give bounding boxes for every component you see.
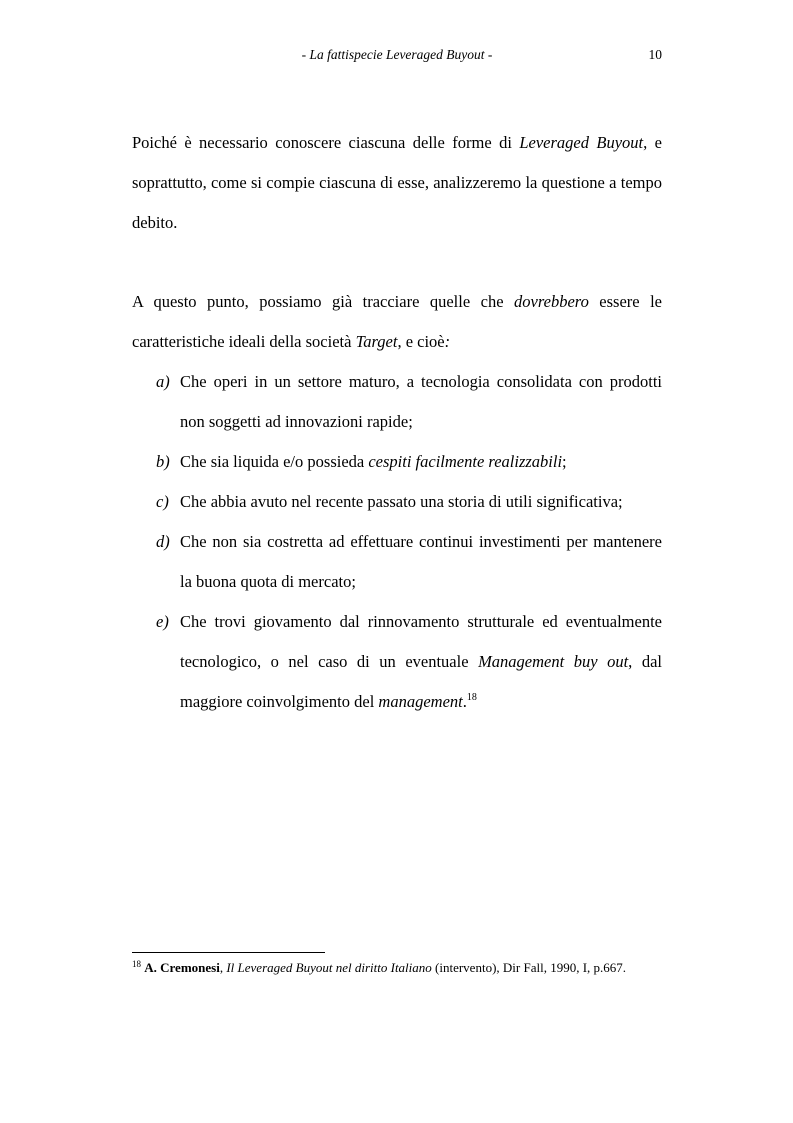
footnote-number: 18 — [132, 959, 141, 969]
paragraph-2 — [132, 282, 662, 362]
footnote — [132, 960, 692, 976]
characteristics-list — [132, 362, 662, 722]
list-item-a — [132, 362, 662, 442]
paragraph-2-italic-1: dovrebbero — [514, 292, 589, 311]
footnote-work-title: Il Leveraged Buyout nel diritto Italiano — [226, 960, 432, 975]
list-item-italic: Management buy out — [478, 652, 629, 671]
list-item-text: Che operi in un settore maturo, a tecnologia consolidata con prodotti non soggetti ad innovazioni rapide; — [180, 372, 662, 431]
paragraph-1 — [132, 123, 662, 243]
paragraph-2-text-2: essere le caratteristiche ideali della società — [132, 292, 662, 351]
list-item-e — [132, 602, 662, 722]
list-item-italic: cespiti facilmente realizzabili — [368, 452, 563, 471]
list-item-d — [132, 522, 662, 602]
list-item-italic: management — [378, 692, 463, 711]
list-item-text: Che non sia costretta ad effettuare continui investimenti per mantenere la buona quota di mercato; — [180, 532, 662, 591]
page-number: 10 — [648, 47, 662, 62]
footnote-reference[interactable]: 18 — [466, 692, 477, 703]
list-marker: c) — [156, 492, 169, 511]
list-marker: d) — [156, 532, 170, 551]
list-marker: b) — [156, 452, 170, 471]
paragraph-1-text-1: Poiché è necessario conoscere ciascuna delle forme di — [132, 133, 520, 152]
running-header-title: - La fattispecie Leveraged Buyout - — [301, 47, 493, 62]
paragraph-2-colon: : — [444, 332, 451, 351]
list-marker: e) — [156, 612, 169, 631]
footnote-divider — [132, 952, 325, 953]
paragraph-1-italic-1: Leveraged Buyout — [519, 133, 644, 152]
paragraph-2-text-1: A questo punto, possiamo già tracciare quelle che — [132, 292, 514, 311]
list-item-b — [132, 442, 662, 482]
list-item-c — [132, 482, 662, 522]
running-header — [132, 47, 662, 67]
list-item-text: Che trovi giovamento dal rinnovamento strutturale ed eventualmente tecnologico, o nel caso di un eventuale — [180, 612, 662, 671]
paragraph-1-text-2: , e soprattutto, come si compie ciascuna di esse, analizzeremo la questione a tempo debito. — [132, 133, 662, 232]
list-item-text: Che sia liquida e/o possieda — [180, 452, 369, 471]
list-item-text: , dal maggiore coinvolgimento del — [180, 652, 662, 711]
footnote-author: A. Cremonesi — [144, 960, 220, 975]
list-item-text: Che abbia avuto nel recente passato una storia di utili significativa; — [180, 492, 623, 511]
list-item-text: . — [462, 692, 467, 711]
list-item-text: ; — [562, 452, 567, 471]
paragraph-2-italic-2: Target — [355, 332, 398, 351]
list-marker: a) — [156, 372, 170, 391]
footnote-citation: (intervento), Dir Fall, 1990, I, p.667. — [431, 960, 627, 975]
footnote-separator: , — [219, 960, 227, 975]
paragraph-2-text-3: , e cioè — [397, 332, 445, 351]
